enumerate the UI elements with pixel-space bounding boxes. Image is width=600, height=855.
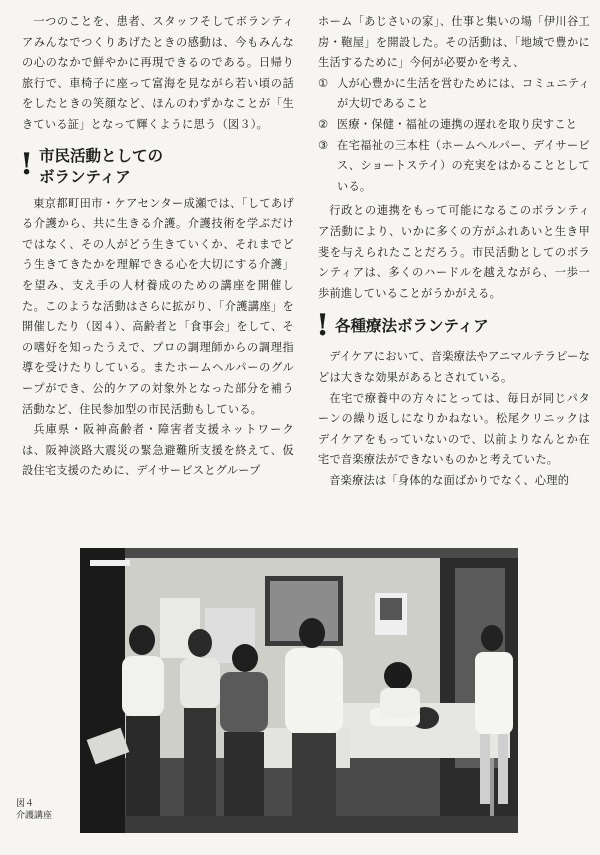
list-item xyxy=(318,136,590,198)
caption-number: 図４ xyxy=(16,799,35,809)
figure-photo-care-class xyxy=(80,548,518,833)
section-heading-civic xyxy=(22,146,294,188)
exclamation-icon: ! xyxy=(20,146,34,182)
photo-illustration xyxy=(80,548,518,833)
right-column xyxy=(318,12,590,491)
paragraph-music: 音楽療法は「身体的な面ばかりでなく、心理的 xyxy=(329,473,570,487)
paragraph-continued: ホーム「あじさいの家」、仕事と集いの場「伊川谷工房・鞄屋」を開設した。その活動は、「地域で豊かに生活するために」今何が必要かを考え、 xyxy=(318,15,590,70)
heading-text: 各種療法ボランティア xyxy=(335,317,489,336)
paragraph-admin: 行政との連携をもって可能になるこのボランティア活動により、いかに多くの方がふれあいと生き甲斐を与えられたことだろう。市民活動としてのボランティアは、多くのハードルを越えながら、一歩一歩前進していることがうかがえる。 xyxy=(318,204,590,300)
paragraph-tokyo: 東京都町田市・ケアセンター成瀬では、「してあげる介護から、共に生きる介護。介護技術を学ぶだけではなく、その人がどう生きていくか、それまでどう生きてきたかを理解できる心を大切にする介護」を望み、支え手の人材養成のための講座を開催した。このような活動はさらに拡がり、「介護講座」を開催したり（図４）、高齢者と「食事会」をして、その嗜好を知ったうえで、プロの調理師からの調理指導を受けたりしている。またホームヘルパーのグループができ、公的ケアの対象外となった部分を補う活動など、住民参加型の市民活動もしている。 xyxy=(22,196,294,416)
list-number: ① xyxy=(318,76,329,90)
list-item xyxy=(318,74,590,115)
list-text: 人が心豊かに生活を営むためには、コミュニティが大切であること xyxy=(337,76,590,111)
paragraph-daycare: デイケアにおいて、音楽療法やアニマルテラピーなどは大きな効果があるとされている。 xyxy=(318,350,591,384)
left-column xyxy=(22,12,294,482)
list-number: ③ xyxy=(318,138,329,152)
section-heading-therapy xyxy=(316,308,590,344)
list-item xyxy=(318,115,590,136)
paragraph-hyogo: 兵庫県・阪神高齢者・障害者支援ネットワークは、阪神淡路大震災の緊急避難所支援を終えて、仮設住宅支援のために、デイサービスとグループ xyxy=(22,423,294,478)
list-number: ② xyxy=(318,117,329,131)
paragraph-intro: 一つのことを、患者、スタッフそしてボランティアみんなでつくりあげたときの感動は、今もみんなの心のなかで鮮やかに再現できるのである。日帰り旅行で、車椅子に座って富海を見ながら若い頃の話をしたときの笑顔など、ほんのわずかなことが「生きている証」となって輝くように思う（図３）。 xyxy=(22,15,294,131)
list-text: 在宅福祉の三本柱（ホームヘルパー、デイサービス、ショートステイ）の充実をはかることとしている。 xyxy=(337,138,590,193)
list-text: 医療・保健・福祉の連携の遅れを取り戻すこと xyxy=(337,117,578,131)
paragraph-home: 在宅で療養中の方々にとっては、毎日が同じパターンの繰り返しになりかねない。松尾クリニックはデイケアをもっていないので、以前よりなんとか在宅で音楽療法ができないものかと考えていた。 xyxy=(318,391,590,467)
heading-line-1: 市民活動としての xyxy=(39,146,164,165)
exclamation-icon: ! xyxy=(316,308,330,344)
heading-line-2: ボランティア xyxy=(39,167,131,186)
caption-text: 介護講座 xyxy=(16,811,53,821)
figure-caption xyxy=(16,798,52,822)
